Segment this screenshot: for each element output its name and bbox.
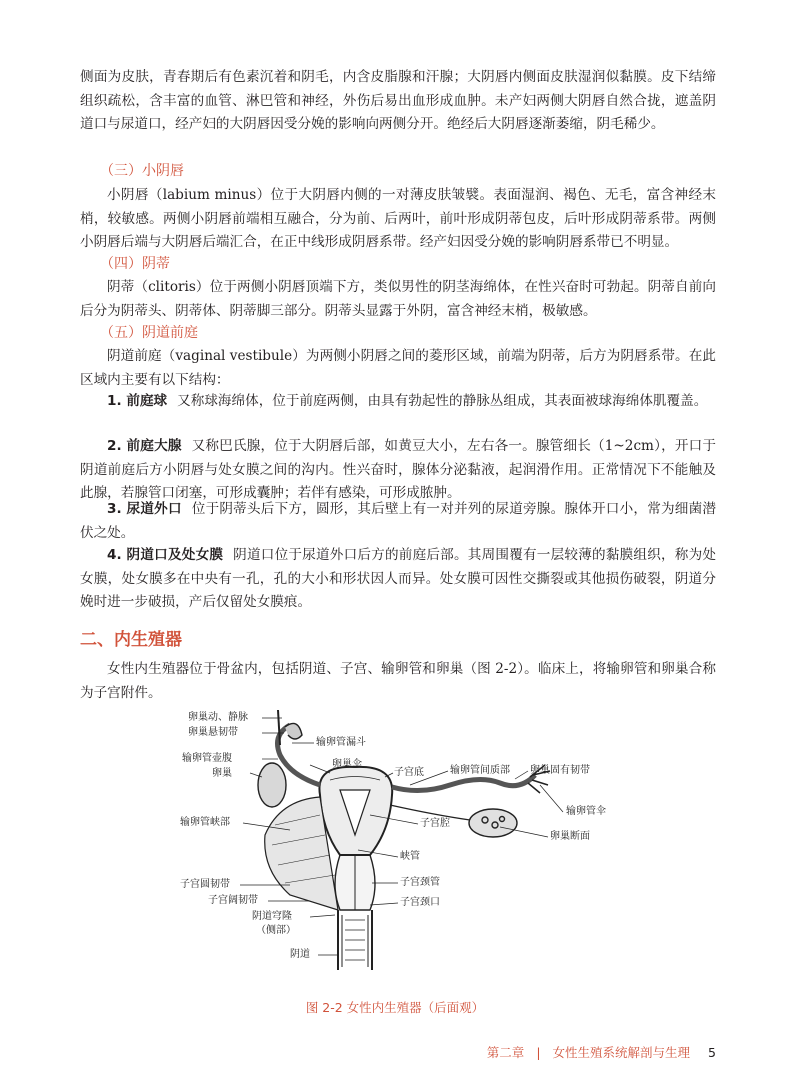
fig-label-ovary-section: 卵巢断面 [550,831,590,842]
paragraph-internal-intro: 女性内生殖器位于骨盆内，包括阴道、子宫、输卵管和卵巢（图 2-2）。临床上，将输卵管和卵巢合称为子宫附件。 [80,661,716,701]
fig-label-vaginal-fornix: 阴道穹隆 [252,911,292,922]
term-text: 阴道口位于尿道外口后方的前庭后部。其周围覆有一层较薄的黏膜组织，称为处女膜，处女膜多在中央有一孔，孔的大小和形状因人而异。处女膜可因性交撕裂或其他损伤破裂，阴道分娩时进一步破损，产后仅留处女膜痕。 [80,547,716,610]
fig-label-ovarian-ligament: 卵巢固有韧带 [530,765,590,776]
fig-label-ampulla: 输卵管壶腹 [182,753,232,764]
fig-label-isthmus-tube: 输卵管峡部 [180,817,230,828]
footer-separator: | [536,1045,541,1060]
fig-label-ovary: 卵巢 [212,768,232,779]
fig-label-broad-ligament: 子宫阔韧带 [208,895,258,906]
fig-label-fornix-lateral: （侧部） [256,925,296,936]
list-item-urethral-orifice [80,498,716,545]
term-text: 位于阴蒂头后下方，圆形，其后壁上有一对并列的尿道旁腺。腺体开口小，常为细菌潜伏之处。 [80,501,717,541]
fig-label-fimbria-ovarica: 卵巢伞 [332,759,362,770]
fig-label-cervical-canal: 子宫颈管 [400,877,440,888]
heading-labium-minus: （三）小阴唇 [100,163,184,179]
term-label: 1. 前庭球 [107,393,168,409]
section-heading-internal: 二、内生殖器 [80,630,182,650]
term-label: 4. 阴道口及处女膜 [107,547,224,563]
term-label: 3. 尿道外口 [107,501,182,517]
term-label: 2. 前庭大腺 [107,438,182,454]
paragraph-vestibule: 阴道前庭（vaginal vestibule）为两侧小阴唇之间的菱形区域，前端为阴蒂，后方为阴唇系带。在此区域内主要有以下结构： [80,348,716,388]
footer-title: 女性生殖系统解剖与生理 [552,1045,691,1060]
paragraph-labium-minus: 小阴唇（labium minus）位于大阴唇内侧的一对薄皮肤皱襞。表面湿润、褐色、无毛，富含神经末梢，较敏感。两侧小阴唇前端相互融合，分为前、后两叶，前叶形成阴蒂包皮，后叶形成阴蒂系带。两侧小阴唇后端与大阴唇后端汇合，在正中线形成阴唇系带。经产妇因受分娩的影响阴唇系带已不明显。 [80,187,716,250]
fig-label-isthmus-canal: 峡管 [400,851,420,862]
term-text: 又称球海绵体，位于前庭两侧，由具有勃起性的静脉丛组成，其表面被球海绵体肌覆盖。 [177,393,708,409]
heading-clitoris: （四）阴蒂 [100,256,170,272]
figure-internal-genitalia [180,705,640,980]
footer-chapter: 第二章 [486,1045,525,1060]
fig-label-uterine-cavity: 子宫腔 [420,818,450,829]
fig-label-infundibulum: 输卵管漏斗 [316,737,366,748]
fig-label-vagina: 阴道 [290,949,310,960]
fig-label-ovarian-vessels: 卵巢动、静脉 [188,712,248,723]
fig-label-fundus: 子宫底 [394,767,424,778]
figure-caption: 图 2-2 女性内生殖器（后面观） [305,1000,485,1015]
list-item-bartholin-gland [80,435,716,506]
fig-label-suspensory-ligament: 卵巢悬韧带 [188,727,238,738]
fig-label-external-os: 子宫颈口 [400,897,440,908]
page-number: 5 [708,1045,716,1060]
fig-label-round-ligament: 子宫圆韧带 [180,879,230,890]
fig-label-interstitial-tube: 输卵管间质部 [450,765,510,776]
paragraph-labium-majus: 侧面为皮肤，青春期后有色素沉着和阴毛，内含皮脂腺和汗腺；大阴唇内侧面皮肤湿润似黏膜。皮下结缔组织疏松，含丰富的血管、淋巴管和神经，外伤后易出血形成血肿。未产妇两侧大阴唇自然合拢，遮盖阴道口与尿道口，经产妇的大阴唇因受分娩的影响向两侧分开。绝经后大阴唇逐渐萎缩，阴毛稀少。 [80,69,716,132]
paragraph-clitoris: 阴蒂（clitoris）位于两侧小阴唇顶端下方，类似男性的阴茎海绵体，在性兴奋时可勃起。阴蒂自前向后分为阴蒂头、阴蒂体、阴蒂脚三部分。阴蒂头显露于外阴，富含神经末梢，极敏感。 [80,279,716,319]
page-footer [487,1043,716,1061]
list-item-vestibular-bulb [80,390,716,414]
fig-label-fimbriae: 输卵管伞 [566,806,606,817]
term-text: 又称巴氏腺，位于大阴唇后部，如黄豆大小，左右各一。腺管细长（1~2cm），开口于阴道前庭后方小阴唇与处女膜之间的沟内。性兴奋时，腺体分泌黏液，起润滑作用。正常情况下不能触及此腺，若腺管口闭塞，可形成囊肿；若伴有感染，可形成脓肿。 [80,438,717,501]
list-item-vaginal-orifice [80,544,716,615]
heading-vestibule: （五）阴道前庭 [100,325,198,341]
